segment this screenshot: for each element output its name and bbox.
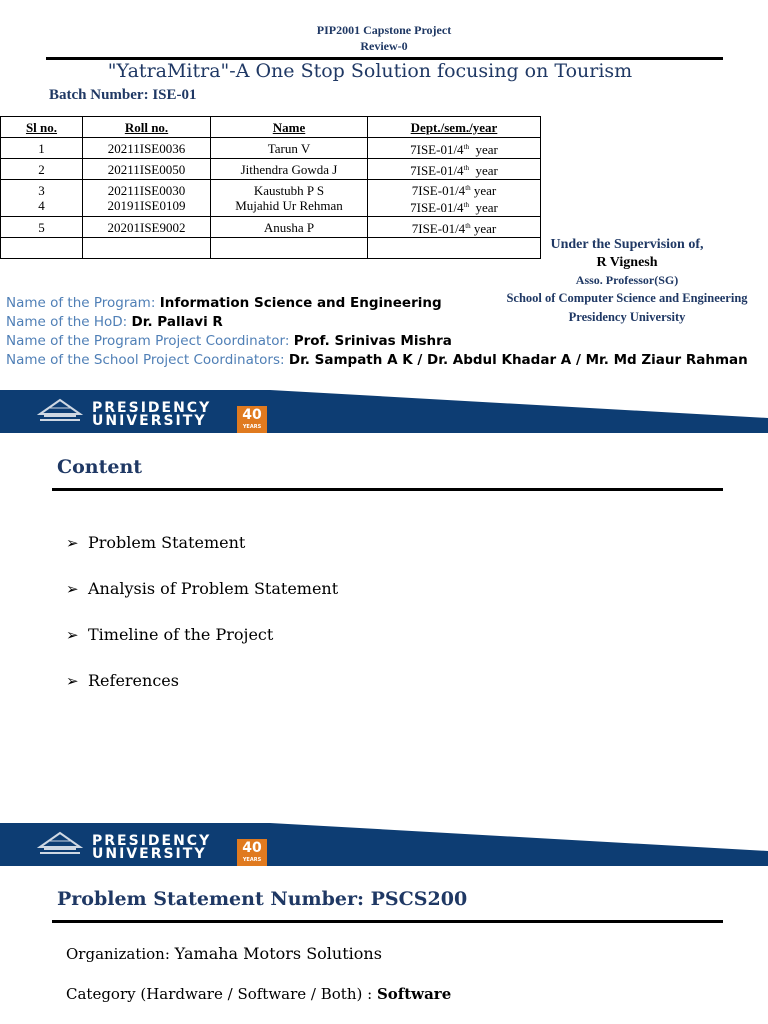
table-row-empty: [1, 238, 541, 259]
roll-4: 20191ISE0109: [107, 198, 186, 213]
program-coordinator-info: [6, 333, 452, 349]
school-coordinators-info: [6, 352, 748, 368]
bullet-text: Timeline of the Project: [88, 625, 274, 644]
team-table: [0, 116, 541, 259]
cell-sl: 2: [1, 159, 83, 180]
badge-number: 40: [242, 840, 262, 856]
cell-dept: [368, 180, 541, 217]
cell-empty: [211, 238, 368, 259]
header-sl: Sl no.: [1, 117, 83, 138]
cell-roll: 20201ISE9002: [83, 217, 211, 238]
cell-dept: [368, 217, 541, 238]
organization-value: Yamaha Motors Solutions: [174, 944, 382, 963]
school-coordinators-label: Name of the School Project Coordinators:: [6, 352, 285, 368]
review-label: Review-0: [360, 39, 408, 53]
year-text: year: [475, 200, 498, 215]
cell-roll: [83, 180, 211, 217]
project-title: "YatraMitra"-A One Stop Solution focusing on Tourism: [107, 60, 633, 82]
cell-sl: [1, 180, 83, 217]
program-value: Information Science and Engineering: [159, 295, 442, 311]
header-dept: Dept./sem./year: [368, 117, 541, 138]
category-line: [66, 985, 451, 1003]
arrow-bullet-icon: ➢: [66, 534, 79, 552]
banner-line2: UNIVERSITY: [92, 846, 207, 862]
ordinal: th: [463, 163, 470, 172]
cell-name: [211, 180, 368, 217]
bullet-text: References: [88, 671, 179, 690]
cell-roll: 20211ISE0036: [83, 138, 211, 159]
arrow-bullet-icon: ➢: [66, 580, 79, 598]
cell-name: Tarun V: [211, 138, 368, 159]
school-coordinators-value: Dr. Sampath A K / Dr. Abdul Khadar A / Mr. Md Ziaur Rahman: [288, 352, 748, 368]
banner-line2: UNIVERSITY: [92, 413, 207, 429]
cell-name: Anusha P: [211, 217, 368, 238]
badge-number: 40: [242, 407, 262, 423]
university-logo-icon: [36, 827, 84, 859]
anniversary-badge: [237, 406, 267, 433]
category-value: Software: [376, 985, 452, 1003]
hod-info: [6, 314, 223, 330]
header-name: Name: [211, 117, 368, 138]
university-logo-icon: [36, 394, 84, 426]
organization-line: [66, 944, 382, 963]
ordinal: th: [465, 221, 471, 230]
hod-value: Dr. Pallavi R: [131, 314, 223, 330]
name-4: Mujahid Ur Rehman: [235, 198, 343, 213]
bullet-text: Problem Statement: [88, 533, 246, 552]
cell-empty: [1, 238, 83, 259]
dept-text: 7ISE-01/4: [410, 141, 464, 157]
cell-sl: 5: [1, 217, 83, 238]
program-info: [6, 295, 442, 311]
cell-dept: [368, 138, 541, 159]
table-row: [1, 217, 541, 238]
organization-label: Organization:: [66, 945, 170, 963]
dept-text: 7ISE-01/4: [410, 162, 464, 178]
hod-label: Name of the HoD:: [6, 314, 128, 330]
content-divider: [52, 488, 723, 491]
list-item: [66, 625, 273, 644]
arrow-bullet-icon: ➢: [66, 672, 79, 690]
supervisor-name: R Vignesh: [596, 255, 658, 270]
year-text: year: [475, 141, 498, 157]
dept-text: 7ISE-01/4: [411, 183, 466, 198]
problem-statement-heading: Problem Statement Number: PSCS200: [57, 888, 468, 910]
program-coordinator-label: Name of the Program Project Coordinator:: [6, 333, 290, 349]
roll-3: 20211ISE0030: [107, 183, 186, 198]
cell-empty: [83, 238, 211, 259]
list-item: [66, 533, 245, 552]
ordinal: th: [465, 184, 471, 192]
header-roll: Roll no.: [83, 117, 211, 138]
supervisor-school: School of Computer Science and Engineering: [506, 291, 748, 305]
cell-name: Jithendra Gowda J: [211, 159, 368, 180]
problem-divider: [52, 920, 723, 923]
sl-3: 3: [38, 183, 45, 198]
name-3: Kaustubh P S: [253, 183, 325, 198]
supervision-heading: Under the Supervision of,: [550, 237, 704, 252]
course-title: PIP2001 Capstone Project: [316, 23, 452, 37]
supervisor-university: Presidency University: [568, 310, 686, 324]
ordinal: th: [463, 201, 470, 209]
program-coordinator-value: Prof. Srinivas Mishra: [293, 333, 452, 349]
badge-text: YEARS: [242, 424, 262, 430]
year-text: year: [475, 162, 498, 178]
list-item: [66, 579, 338, 598]
cell-roll: 20211ISE0050: [83, 159, 211, 180]
banner-line1: PRESIDENCY: [92, 833, 212, 849]
batch-number: Batch Number: ISE-01: [49, 87, 197, 103]
dept-text: 7ISE-01/4: [410, 200, 464, 215]
supervisor-designation: Asso. Professor(SG): [575, 273, 679, 287]
year-text: year: [473, 183, 497, 198]
dept-text: 7ISE-01/4: [411, 220, 466, 236]
cell-sl: 1: [1, 138, 83, 159]
badge-text: YEARS: [242, 857, 262, 863]
table-row: [1, 138, 541, 159]
banner-line1: PRESIDENCY: [92, 400, 212, 416]
list-item: [66, 671, 179, 690]
ordinal: th: [463, 142, 470, 151]
university-banner: [0, 390, 768, 433]
table-row: [1, 180, 541, 217]
table-row: [1, 159, 541, 180]
university-banner: [0, 823, 768, 866]
anniversary-badge: [237, 839, 267, 866]
cell-dept: [368, 159, 541, 180]
arrow-bullet-icon: ➢: [66, 626, 79, 644]
sl-4: 4: [38, 198, 45, 213]
year-text: year: [473, 220, 497, 236]
table-header-row: [1, 117, 541, 138]
category-label: Category (Hardware / Software / Both) :: [66, 985, 373, 1003]
program-label: Name of the Program:: [6, 295, 156, 311]
bullet-text: Analysis of Problem Statement: [88, 579, 339, 598]
content-heading: Content: [57, 456, 143, 478]
